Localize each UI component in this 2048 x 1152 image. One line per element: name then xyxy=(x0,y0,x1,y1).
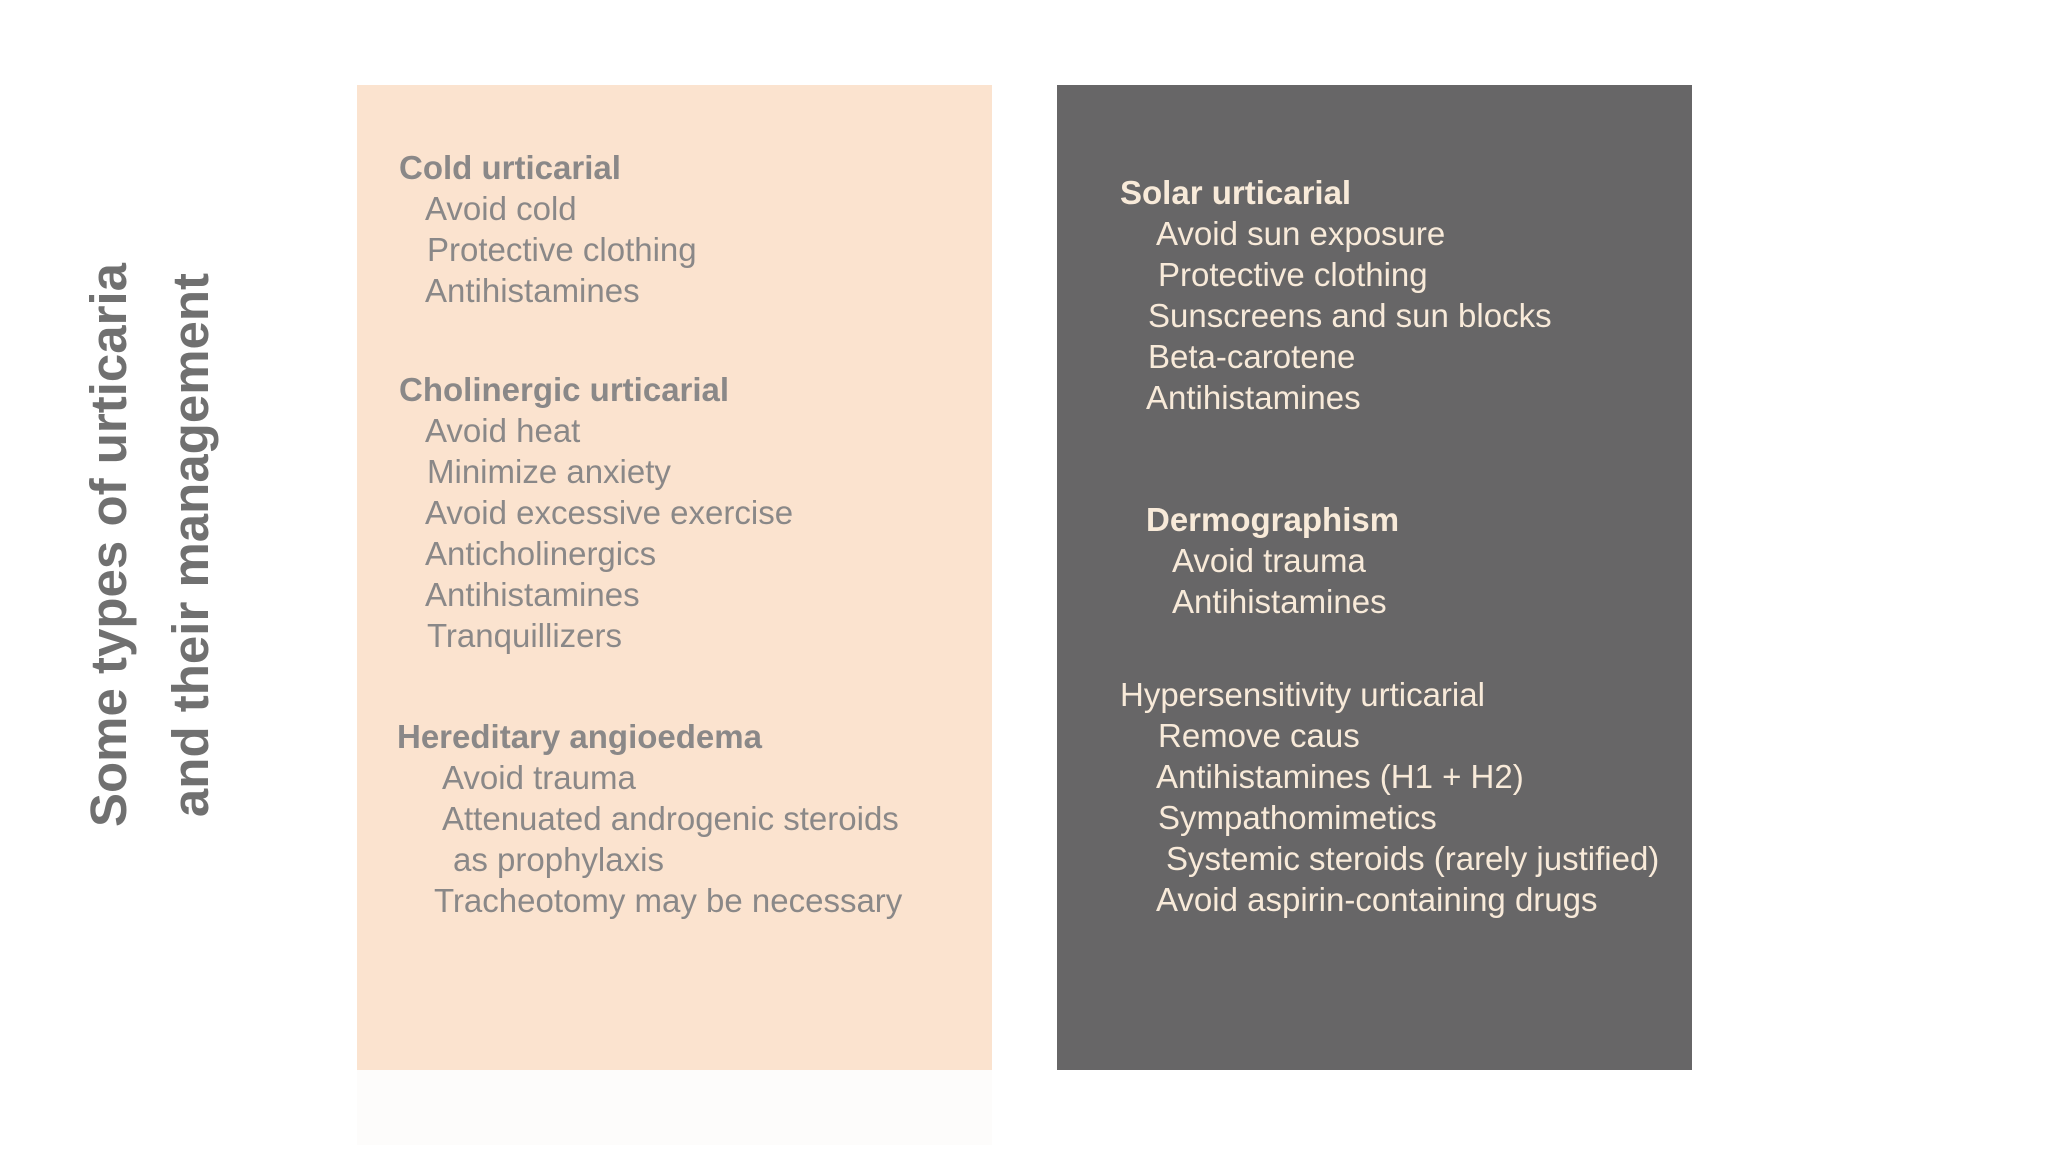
solar-urticaria-heading: Solar urticarial xyxy=(1120,174,1352,211)
panel-shadow-strip xyxy=(357,1070,992,1145)
list-item: Avoid trauma xyxy=(1172,542,1366,579)
list-item: Tranquillizers xyxy=(427,617,623,654)
hypersensitivity-urticaria-heading: Hypersensitivity urticarial xyxy=(1120,676,1485,713)
list-item: Avoid sun exposure xyxy=(1156,215,1446,252)
list-item: Antihistamines xyxy=(425,272,640,309)
hereditary-angioedema-heading: Hereditary angioedema xyxy=(397,718,762,755)
list-item: Antihistamines xyxy=(1172,583,1387,620)
list-item: Avoid trauma xyxy=(442,759,636,796)
list-item: as prophylaxis xyxy=(453,841,664,878)
list-item: Protective clothing xyxy=(427,231,697,268)
list-item: Antihistamines xyxy=(425,576,640,613)
list-item: Minimize anxiety xyxy=(427,453,671,490)
list-item: Tracheotomy may be necessary xyxy=(434,882,903,919)
list-item: Anticholinergics xyxy=(425,535,657,572)
slide-title-line-1: Some types of urticaria xyxy=(80,262,137,828)
dermographism-heading: Dermographism xyxy=(1146,501,1400,538)
list-item: Antihistamines (H1 + H2) xyxy=(1156,758,1524,795)
slide-title-line-2: and their management xyxy=(162,272,219,818)
left-panel xyxy=(357,85,992,1070)
list-item: Antihistamines xyxy=(1146,379,1361,416)
list-item: Avoid aspirin-containing drugs xyxy=(1156,881,1598,918)
list-item: Avoid cold xyxy=(425,190,577,227)
list-item: Protective clothing xyxy=(1158,256,1428,293)
list-item: Beta-carotene xyxy=(1148,338,1356,375)
list-item: Avoid heat xyxy=(425,412,581,449)
list-item: Avoid excessive exercise xyxy=(425,494,794,531)
list-item: Attenuated androgenic steroids xyxy=(442,800,899,837)
cold-urticaria-heading: Cold urticarial xyxy=(399,149,621,186)
list-item: Remove caus xyxy=(1158,717,1360,754)
right-panel xyxy=(1057,85,1692,1070)
slide-title xyxy=(68,263,232,827)
list-item: Sympathomimetics xyxy=(1158,799,1437,836)
cholinergic-urticaria-heading: Cholinergic urticarial xyxy=(399,371,730,408)
list-item: Systemic steroids (rarely justified) xyxy=(1166,840,1660,877)
list-item: Sunscreens and sun blocks xyxy=(1148,297,1552,334)
